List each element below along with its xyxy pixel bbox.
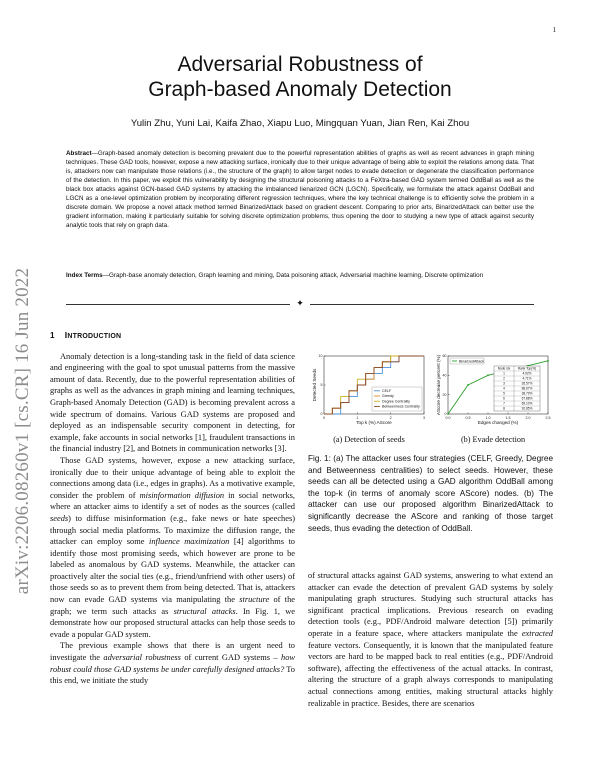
x-tick-label: 0.0 (445, 416, 451, 420)
y-tick-label: 5 (320, 383, 323, 388)
data-point (444, 412, 449, 417)
subfigure-a-caption: (a) Detection of seeds (333, 435, 405, 444)
y-tick-label: 10 (318, 354, 323, 359)
abstract (66, 149, 534, 230)
table-cell: 3 (503, 381, 505, 386)
text-span: of current GAD systems – (180, 653, 282, 663)
table-cell: 4.71% (522, 376, 532, 381)
section-number: 1 (50, 331, 55, 340)
section-heading (50, 330, 295, 343)
x-tick-label: 1 (356, 416, 359, 420)
table-cell: 35.57% (521, 381, 533, 386)
text-span: in social networks, where an attacker aims to identify a set of nodes as the sources (called (50, 490, 295, 512)
title-line-1: Adversarial Robustness of (177, 53, 423, 76)
y-tick-label: 20 (442, 392, 447, 397)
author-list: Yulin Zhu, Yuni Lai, Kaifa Zhao, Xiapu Luo, Mingquan Yuan, Jian Ren, Kai Zhou (130, 118, 470, 129)
left-column (50, 330, 295, 687)
x-tick-label: 2 (389, 416, 392, 420)
title-line-2: Graph-based Anomaly Detection (148, 78, 452, 101)
table-cell: 7 (503, 401, 505, 406)
emphasis: extracted (521, 628, 553, 638)
index-terms-text: —Graph-base anomaly detection, Graph learning and mining, Data poisoning attack, Adversarial machine learning, Discrete optimization (102, 272, 484, 279)
y-axis-label: AScore decrease percent (%) (436, 354, 441, 416)
table-cell: 1 (503, 371, 505, 376)
emphasis: structural attacks (173, 606, 236, 616)
emphasis: misinformation diffusion (139, 490, 225, 500)
data-point (487, 374, 489, 376)
table-cell: 5 (503, 391, 505, 396)
legend-label: Betweenness Centrality (382, 404, 420, 409)
intro-paragraph-2 (50, 455, 295, 641)
paper-title (60, 52, 540, 102)
index-terms (66, 271, 534, 280)
text-span: [4] algorithms to identify those most promising seeds, which however are prone to be labeled as anomalous by GAD systems. Meanwhile, the attacker can proactively alter the social ties (e.g., friend/unfriend with other users) of those seeds so as to prevent them from being detected. That is, attackers now can evade GAD systems via manipulating the (50, 537, 295, 605)
section-divider (66, 300, 534, 310)
y-tick-label: 0 (444, 412, 447, 417)
divider-star-icon: ✦ (296, 298, 304, 308)
x-tick-label: 0.5 (465, 416, 471, 420)
index-terms-label: Index Terms (66, 272, 103, 279)
chart-evade-detection (432, 352, 554, 432)
intro-paragraph-3 (50, 640, 295, 686)
data-point (547, 360, 549, 362)
table-cell: 6 (503, 396, 505, 401)
divider-line-right (310, 304, 534, 305)
text-span: of structural attacks against GAD systems, answering to what extend an attacker can evade the detection of prevalent GAD systems by solely manipulating graph structures. Studying such structural attacks has significant practical implications. Previous research on evading detection tools (e.g., PDF/Android malware detection [5]) primarily operate in a feature space, where attackers manipulate the (308, 571, 553, 638)
legend-label: BinarizedAttack (459, 359, 484, 364)
text-span: The previous example shows that there is an urgent need to investigate the (50, 641, 295, 663)
table-cell: 4 (503, 386, 505, 391)
intro-paragraph-1: Anomaly detection is a long-standing task in the field of data science and engineering with the goal to spot unusual patterns from the massive amount of data. Recently, due to the powerful representation abilities of graphs as well as the advances in graph mining and learning techniques, Graph-based Anomaly Detection (GAD) is becoming prevalent across a wide spectrum of domains. Various GAD systems are proposed and deployed as an indispensable security component in detecting, for example, fake accounts in social networks [1], fraudulent transactions in the financial industry [2], and Botnets in communication networks [3]. (50, 351, 295, 454)
table-cell: 4.92% (522, 371, 532, 376)
x-tick-label: 3 (423, 416, 425, 420)
arxiv-stamp (8, 186, 38, 676)
table-cell: 92.85% (521, 406, 533, 411)
text-span: ) to diffuse misinformation (e.g., fake news or hate speeches) through social media platforms. To maximize the diffusion range, the attacker can employ some (50, 513, 295, 547)
x-tick-label: 1.0 (485, 416, 491, 420)
table-cell: 38.79% (521, 391, 533, 396)
section-title-rest: NTRODUCTION (67, 333, 122, 340)
emphasis: seeds (50, 513, 69, 523)
text-span: Those GAD systems, however, expose a new attacking surface, ironically due to their unique advantage of being able to exploit the connections among data (i.e., edges in graphs). As a motivative example, consider the problem of (50, 455, 295, 500)
y-tick-label: 0 (320, 412, 323, 417)
text-span: To this end, we initiate the study (50, 664, 295, 686)
figure-caption: Fig. 1: (a) The attacker uses four strategies (CELF, Greedy, Degree and Betweenness centralities) to select seeds. However, these seeds can all be detected using a GAD algorithm OddBall among the top-k (in terms of anomaly score AScore) nodes. (b) The attacker can use our proposed algorithm BinarizedAttack to significantly decrease the AScore and ranking of those target seeds, thus evading the detection of OddBall. (308, 454, 553, 533)
section-title-initial: I (64, 330, 68, 340)
text-span: feature vectors. Consequently, it is known that the manipulated feature vectors are hard to be mapped back to real entities (e.g., PDF/Android software), affecting the effectiveness of the actual attacks. In contrast, altering the structure of a graph always corresponds to manipulating actual connections among entities, making structural attacks highly realizable in practice. Besides, there are scenarios (308, 640, 553, 708)
figure-1 (308, 352, 553, 448)
chart-detection-of-seeds (310, 352, 432, 432)
right-column (308, 570, 553, 709)
x-axis-label: Edges changed (%) (477, 420, 519, 425)
arxiv-id: arXiv:2206.08260v1 [cs.CR] 16 Jun 2022 (12, 267, 33, 595)
x-tick-label: 2.0 (525, 416, 531, 420)
table-cell: 8 (503, 406, 505, 411)
abstract-label: Abstract (66, 150, 92, 157)
abstract-text: —Graph-based anomaly detection is becoming prevalent due to the powerful representation abilities of graphs as well as recent advances in graph mining techniques. These GAD tools, however, expose a new attacking surface, ironically due to their unique advantage of being able to exploit the relations among data. That is, attackers now can manipulate those relations (i.e., the structure of the graph) to allow target nodes to evade detection or degenerate the classification performance of the detection. In this paper, we exploit this vulnerability by designing the structural poisoning attacks to a FeXtra-based GAD system termed OddBall as well as the black box attacks against GCN-based GAD systems by attacking the imbalanced lienarized GCN (LGCN). Specifically, we formulate the attack against OddBall and LGCN as a one-level optimization problem by incorporating different regression techniques, where the key technical challenge is to efficiently solve the problem in a discrete domain. We propose a novel attack method termed BinarizedAttack based on gradient descent. Comparing to prior arts, BinarizedAttack can better use the gradient information, making it particularly suitable for solving discrete optimization problems, thus opening the door to studying a new type of attack against security analytic tools that rely on graph data. (66, 150, 534, 229)
data-point (467, 384, 469, 386)
emphasis: influence maximization (149, 537, 230, 547)
divider-line-left (66, 304, 290, 305)
y-axis-label: Detected Seeds (312, 368, 317, 402)
legend-label: Greedy (382, 394, 394, 399)
text-span: of the graph; we term such attacks as (50, 595, 295, 616)
table-cell: 2 (503, 376, 505, 381)
legend-label: CELF (382, 389, 392, 393)
inset-table (494, 366, 540, 411)
x-tick-label: 0 (323, 416, 325, 420)
legend-label: Degree Centrality (382, 399, 410, 404)
table-header: Rank Top(%) (517, 366, 537, 371)
x-tick-label: 1.5 (505, 416, 511, 420)
x-axis-label: Top k (%) AScore (356, 420, 392, 425)
emphasis: structure (239, 595, 270, 605)
page-number: 1 (552, 26, 556, 34)
table-cell: 88.67% (521, 386, 533, 391)
emphasis: how robust could those GAD systems be under carefully designed attacks? (50, 653, 296, 674)
right-paragraph (308, 570, 553, 709)
emphasis: adversarial robustness (103, 653, 181, 663)
y-tick-label: 60 (442, 354, 447, 359)
x-tick-label: 2.5 (545, 416, 551, 420)
table-cell: 69.10% (521, 401, 533, 406)
subfigure-b-caption: (b) Evade detection (460, 435, 526, 444)
table-cell: 67.88% (521, 396, 533, 401)
y-tick-label: 40 (442, 373, 447, 378)
text-span: . In Fig. 1, we demonstrate how our proposed structural attacks can help those seeds to evade a popular GAD system. (50, 606, 295, 639)
table-header: Node idx (497, 366, 511, 371)
